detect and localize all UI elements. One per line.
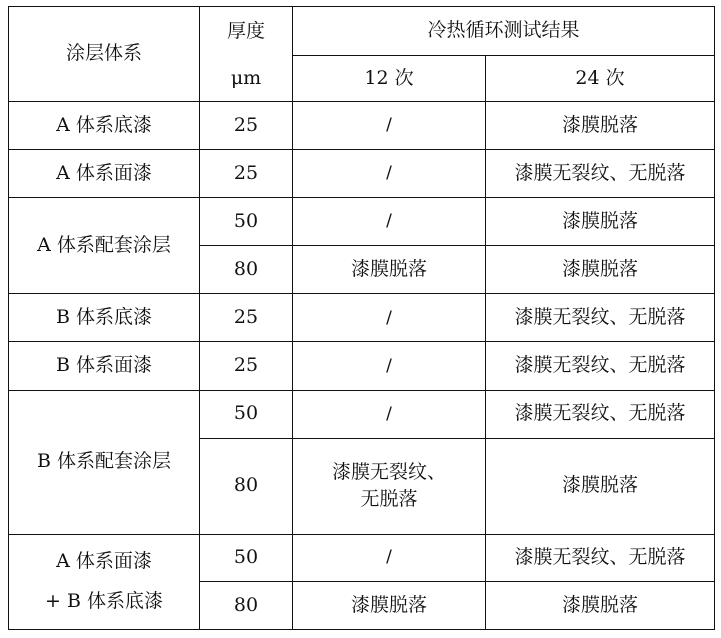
system-cell [9, 534, 200, 629]
result-12-cell: / [293, 534, 486, 581]
result-24-cell: 漆膜脱落 [486, 198, 715, 246]
header-system: 涂层体系 [9, 7, 200, 102]
coating-test-table [8, 6, 715, 630]
header-result-title: 冷热循环测试结果 [293, 7, 715, 56]
result-12-cell: / [293, 198, 486, 246]
result-24-cell: 漆膜脱落 [486, 246, 715, 294]
result-24-cell: 漆膜脱落 [486, 438, 715, 534]
thickness-cell: 25 [200, 102, 293, 150]
result-12-cell: / [293, 150, 486, 198]
header-cycles-24: 24 次 [486, 56, 715, 102]
result-12-cell: 漆膜脱落 [293, 246, 486, 294]
result-12-line: 无脱落 [360, 488, 418, 511]
table-row [9, 294, 715, 342]
thickness-cell: 25 [200, 342, 293, 390]
table-row [9, 390, 715, 438]
table-row [9, 342, 715, 390]
system-cell: B 体系面漆 [9, 342, 200, 390]
thickness-cell: 80 [200, 438, 293, 534]
result-12-line: 漆膜无裂纹、 [331, 460, 446, 483]
result-24-cell: 漆膜无裂纹、无脱落 [486, 150, 715, 198]
system-line: A 体系面漆 [56, 550, 152, 573]
system-cell: A 体系配套涂层 [9, 198, 200, 294]
table-row [9, 534, 715, 581]
header-cycles-12: 12 次 [293, 56, 486, 102]
result-24-cell: 漆膜脱落 [486, 581, 715, 629]
result-24-cell: 漆膜无裂纹、无脱落 [486, 534, 715, 581]
thickness-cell: 80 [200, 246, 293, 294]
result-24-cell: 漆膜无裂纹、无脱落 [486, 342, 715, 390]
result-12-cell: / [293, 102, 486, 150]
thickness-cell: 50 [200, 198, 293, 246]
thickness-cell: 25 [200, 150, 293, 198]
system-line: + B 体系底漆 [45, 589, 163, 612]
table-row [9, 198, 715, 246]
result-12-cell [293, 438, 486, 534]
thickness-cell: 80 [200, 581, 293, 629]
thickness-cell: 50 [200, 534, 293, 581]
system-cell: A 体系底漆 [9, 102, 200, 150]
header-thickness-unit: μm [200, 56, 293, 102]
table-row [9, 102, 715, 150]
thickness-cell: 25 [200, 294, 293, 342]
table-row [9, 150, 715, 198]
result-12-cell: 漆膜脱落 [293, 581, 486, 629]
result-24-cell: 漆膜无裂纹、无脱落 [486, 390, 715, 438]
result-24-cell: 漆膜脱落 [486, 102, 715, 150]
system-cell: B 体系配套涂层 [9, 390, 200, 534]
thickness-cell: 50 [200, 390, 293, 438]
result-24-cell: 漆膜无裂纹、无脱落 [486, 294, 715, 342]
header-thickness: 厚度 [200, 7, 293, 56]
result-12-cell: / [293, 342, 486, 390]
result-12-cell: / [293, 390, 486, 438]
result-12-cell: / [293, 294, 486, 342]
system-cell: A 体系面漆 [9, 150, 200, 198]
system-cell: B 体系底漆 [9, 294, 200, 342]
